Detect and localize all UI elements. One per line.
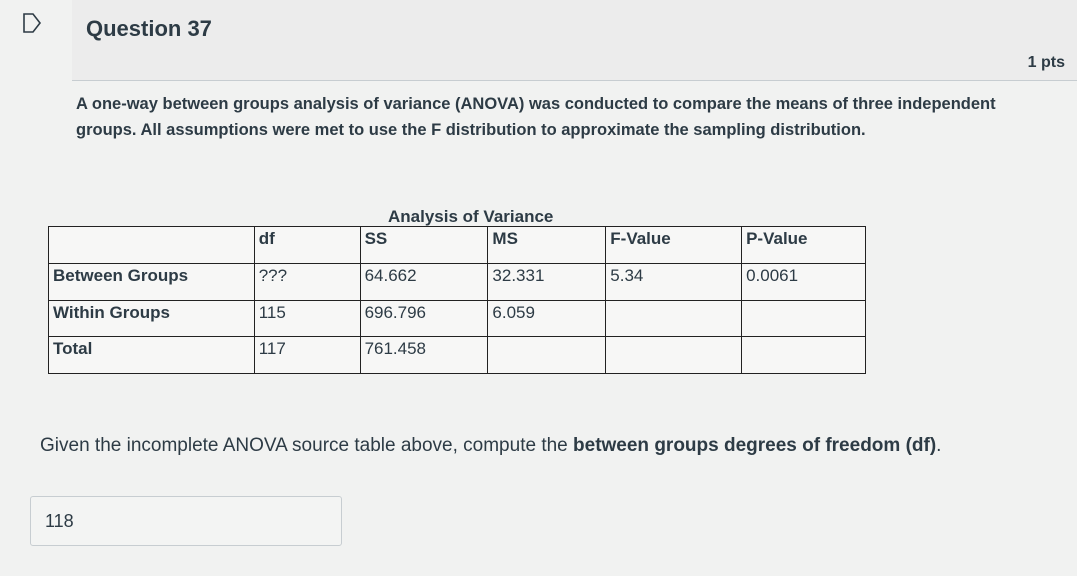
table-cell [742, 300, 866, 337]
table-caption: Analysis of Variance [388, 207, 554, 226]
table-cell: 117 [254, 337, 360, 374]
answer-input[interactable] [30, 496, 342, 546]
table-cell: 115 [254, 300, 360, 337]
header-cell-df: df [254, 227, 360, 264]
anova-table [48, 226, 866, 374]
table-row [49, 300, 866, 337]
question-ask [40, 435, 941, 457]
table-cell: 5.34 [606, 263, 742, 300]
question-points: 1 pts [1027, 54, 1065, 71]
table-row [49, 337, 866, 374]
table-cell: 64.662 [360, 263, 488, 300]
ask-emphasis: between groups degrees of freedom (df) [573, 435, 937, 456]
table-cell [742, 337, 866, 374]
table-cell: 696.796 [360, 300, 488, 337]
header-cell-p: P-Value [742, 227, 866, 264]
header-cell-ss: SS [360, 227, 488, 264]
answer-value: 118 [45, 511, 74, 531]
header-cell-ms: MS [488, 227, 606, 264]
row-label: Between Groups [49, 263, 255, 300]
header-cell-f: F-Value [606, 227, 742, 264]
ask-end: . [936, 435, 942, 456]
table-row [49, 263, 866, 300]
question-title: Question 37 [86, 16, 212, 41]
table-cell: 0.0061 [742, 263, 866, 300]
table-cell: 6.059 [488, 300, 606, 337]
header-cell [49, 227, 255, 264]
question-prompt: A one-way between groups analysis of variance (ANOVA) was conducted to compare the means of three independent groups. All assumptions were met to use the F distribution to approximate the sampling distribution. [76, 95, 996, 139]
question-header [72, 0, 1077, 81]
table-cell: 32.331 [488, 263, 606, 300]
row-label: Within Groups [49, 300, 255, 337]
table-cell: 761.458 [360, 337, 488, 374]
table-cell [488, 337, 606, 374]
row-label: Total [49, 337, 255, 374]
table-header-row [49, 227, 866, 264]
ask-text: Given the incomplete ANOVA source table above, compute the [40, 435, 574, 456]
bookmark-flag-icon[interactable] [22, 12, 42, 34]
table-cell: ??? [254, 263, 360, 300]
table-cell [606, 300, 742, 337]
table-cell [606, 337, 742, 374]
